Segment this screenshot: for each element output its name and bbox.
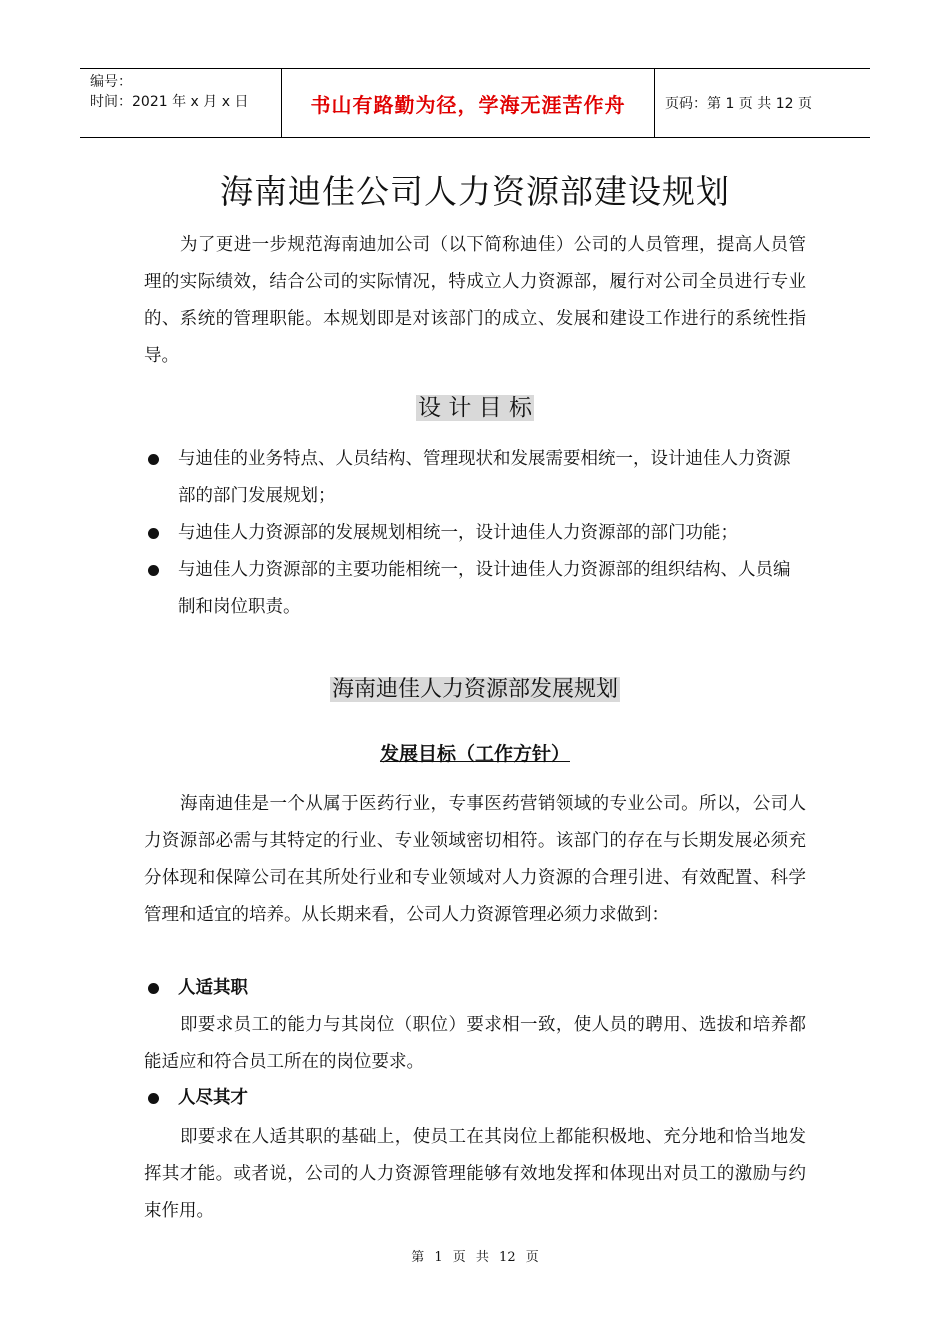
document-number-label: 编号：: [90, 74, 132, 90]
header-motto: 书山有路勤为径，学海无涯苦作舟: [282, 69, 655, 137]
list-item: 与迪佳的业务特点、人员结构、管理现状和发展需要相统一，设计迪佳人力资源部的部门发展规划；: [144, 441, 806, 515]
point-title-fit: 人适其职: [144, 973, 248, 1003]
list-item: 与迪佳人力资源部的发展规划相统一，设计迪佳人力资源部的部门功能；: [144, 515, 806, 552]
dev-intro-paragraph: 海南迪佳是一个从属于医药行业，专事医药营销领域的专业公司。所以，公司人力资源部必需与其特定的行业、专业领域密切相符。该部门的存在与长期发展必须充分体现和保障公司在其所处行业和专业领域对人力资源的合理引进、有效配置、科学管理和适宜的培养。从长期来看，公司人力资源管理必须力求做到：: [144, 794, 806, 925]
dev-plan-heading: [0, 673, 950, 707]
design-goal-list: [144, 441, 806, 626]
page-footer: 第 1 页 共 12 页: [411, 1250, 539, 1265]
list-item: 与迪佳人力资源部的主要功能相统一，设计迪佳人力资源部的组织结构、人员编制和岗位职责。: [144, 552, 806, 626]
dev-plan-heading-text: 海南迪佳人力资源部发展规划: [331, 677, 618, 702]
point-text-fit: 即要求员工的能力与其岗位（职位）要求相一致，使人员的聘用、选拔和培养都能适应和符合员工所在的岗位要求。: [144, 1015, 806, 1072]
design-goal-heading: [0, 390, 950, 426]
design-goal-heading-text: 设 计 目 标: [418, 395, 532, 421]
point-text-talent: 即要求在人适其职的基础上，使员工在其岗位上都能积极地、充分地和恰当地发挥其才能。或者说，公司的人力资源管理能够有效地发挥和体现出对员工的激励与约束作用。: [144, 1127, 806, 1221]
dev-goal-heading: 发展目标（工作方针）: [379, 743, 570, 765]
header-page-number: 页码：第 1 页 共 12 页: [665, 96, 812, 112]
document-date-label: 时间：2021 年 x 月 x 日: [90, 94, 249, 110]
document-title: 海南迪佳公司人力资源部建设规划: [220, 172, 730, 211]
intro-paragraph: 为了更进一步规范海南迪加公司（以下简称迪佳）公司的人员管理，提高人员管理的实际绩效，结合公司的实际情况，特成立人力资源部，履行对公司全员进行专业的、系统的管理职能。本规划即是对该部门的成立、发展和建设工作进行的系统性指导。: [144, 235, 806, 366]
page-header-table: [80, 68, 870, 138]
point-title-talent: 人尽其才: [144, 1083, 248, 1113]
header-meta-cell: [80, 69, 282, 137]
